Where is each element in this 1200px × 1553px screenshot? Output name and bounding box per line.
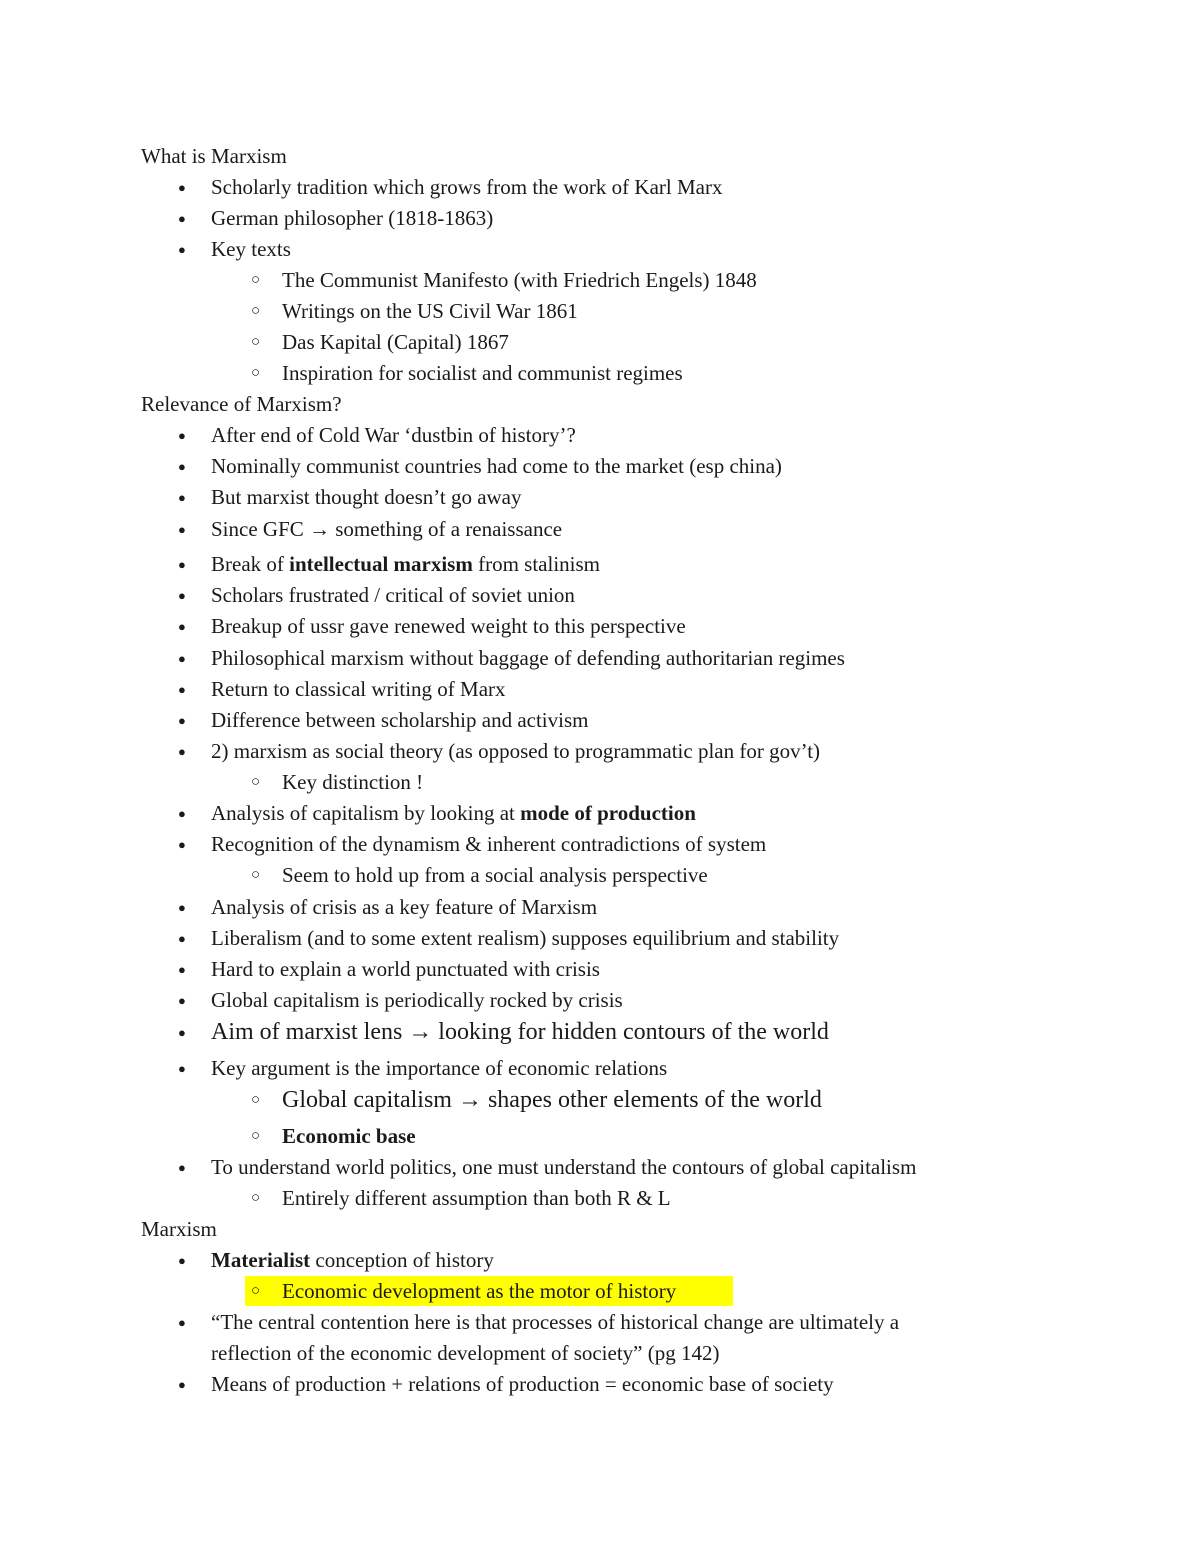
list-item: ● Aim of marxist lens → looking for hidden contours of the world [0, 1017, 1200, 1048]
bullet-icon: ● [178, 1253, 186, 1268]
bullet-icon: ● [178, 242, 186, 257]
list-item: ● Key argument is the importance of economic relations [0, 1053, 1200, 1084]
bullet-icon: ● [178, 180, 186, 195]
bullet-icon: ● [178, 962, 186, 977]
section-heading: What is Marxism [141, 144, 287, 168]
bold-term: Economic base [282, 1124, 416, 1148]
sub-list-item: ○ Das Kapital (Capital) 1867 [0, 327, 1200, 358]
bold-term: mode of production [520, 801, 696, 825]
list-item: ● Means of production + relations of production = economic base of society [0, 1369, 1200, 1400]
list-item: ● Scholarly tradition which grows from the work of Karl Marx [0, 172, 1200, 203]
bullet-icon: ● [178, 459, 186, 474]
list-item: ● German philosopher (1818-1863) [0, 203, 1200, 234]
sub-list-item: ○ Global capitalism → shapes other elements of the world [0, 1085, 1200, 1116]
list-item: ● “The central contention here is that processes of historical change are ultimately a [0, 1307, 1200, 1338]
circle-bullet-icon: ○ [251, 1128, 261, 1144]
list-item: ● But marxist thought doesn’t go away [0, 482, 1200, 513]
circle-bullet-icon: ○ [251, 272, 261, 288]
bullet-icon: ● [178, 837, 186, 852]
list-item: ● Recognition of the dynamism & inherent contradictions of system [0, 829, 1200, 860]
bold-term: Materialist [211, 1248, 311, 1272]
sub-list-item: ○ Inspiration for socialist and communist regimes [0, 358, 1200, 389]
bullet-icon: ● [178, 713, 186, 728]
list-item: ● 2) marxism as social theory (as opposed to programmatic plan for gov’t) [0, 736, 1200, 767]
bullet-icon: ● [178, 682, 186, 697]
bullet-icon: ● [178, 931, 186, 946]
bullet-icon: ● [178, 744, 186, 759]
bullet-icon: ● [178, 557, 186, 572]
bullet-icon: ● [178, 1025, 186, 1040]
bullet-icon: ● [178, 522, 186, 537]
sub-list-item: ○ Key distinction ! [0, 767, 1200, 798]
bold-term: intellectual marxism [289, 552, 473, 576]
list-item: ● Scholars frustrated / critical of soviet union [0, 580, 1200, 611]
bullet-icon: ● [178, 619, 186, 634]
list-item: ● Philosophical marxism without baggage of defending authoritarian regimes [0, 643, 1200, 674]
circle-bullet-icon: ○ [251, 334, 261, 350]
list-item: ● Global capitalism is periodically rocked by crisis [0, 985, 1200, 1016]
list-item: ● After end of Cold War ‘dustbin of history’? [0, 420, 1200, 451]
circle-bullet-icon: ○ [251, 867, 261, 883]
circle-bullet-icon: ○ [251, 774, 261, 790]
list-item: ● Break of intellectual marxism from stalinism [0, 549, 1200, 580]
circle-bullet-icon: ○ [251, 1190, 261, 1206]
bullet-icon: ● [178, 490, 186, 505]
sub-list-item: ○ Writings on the US Civil War 1861 [0, 296, 1200, 327]
list-item: ● Key texts [0, 234, 1200, 265]
bullet-icon: ● [178, 900, 186, 915]
sub-list-item: ○ Seem to hold up from a social analysis perspective [0, 860, 1200, 891]
bullet-icon: ● [178, 1315, 186, 1330]
circle-bullet-icon: ○ [251, 303, 261, 319]
list-item: ● Analysis of capitalism by looking at mode of production [0, 798, 1200, 829]
bullet-icon: ● [178, 993, 186, 1008]
bullet-icon: ● [178, 211, 186, 226]
bullet-icon: ● [178, 428, 186, 443]
bullet-icon: ● [178, 806, 186, 821]
list-item: ● Hard to explain a world punctuated with crisis [0, 954, 1200, 985]
list-item: ● Materialist conception of history [0, 1245, 1200, 1276]
bullet-icon: ● [178, 1377, 186, 1392]
list-item: ● Return to classical writing of Marx [0, 674, 1200, 705]
section-heading: Marxism [141, 1217, 217, 1241]
circle-bullet-icon: ○ [251, 1283, 261, 1299]
list-item: ● To understand world politics, one must understand the contours of global capitalism [0, 1152, 1200, 1183]
circle-bullet-icon: ○ [251, 365, 261, 381]
section-heading: Relevance of Marxism? [141, 392, 342, 416]
list-item: ● Breakup of ussr gave renewed weight to this perspective [0, 611, 1200, 642]
list-item: ● Liberalism (and to some extent realism) supposes equilibrium and stability [0, 923, 1200, 954]
bullet-icon: ● [178, 651, 186, 666]
bullet-icon: ● [178, 588, 186, 603]
list-item-continuation: reflection of the economic development of society” (pg 142) [211, 1341, 720, 1365]
sub-list-item: ○ Entirely different assumption than both R & L [0, 1183, 1200, 1214]
list-item: ● Nominally communist countries had come to the market (esp china) [0, 451, 1200, 482]
sub-list-item: ○ The Communist Manifesto (with Friedrich Engels) 1848 [0, 265, 1200, 296]
circle-bullet-icon: ○ [251, 1092, 261, 1108]
highlighted-sub-list-item: ○ Economic development as the motor of history [0, 1276, 1200, 1307]
sub-list-item [0, 1121, 1200, 1152]
bullet-icon: ● [178, 1160, 186, 1175]
bullet-icon: ● [178, 1061, 186, 1076]
list-item: ● Difference between scholarship and activism [0, 705, 1200, 736]
list-item: ● Analysis of crisis as a key feature of Marxism [0, 892, 1200, 923]
list-item: ● Since GFC → something of a renaissance [0, 514, 1200, 545]
